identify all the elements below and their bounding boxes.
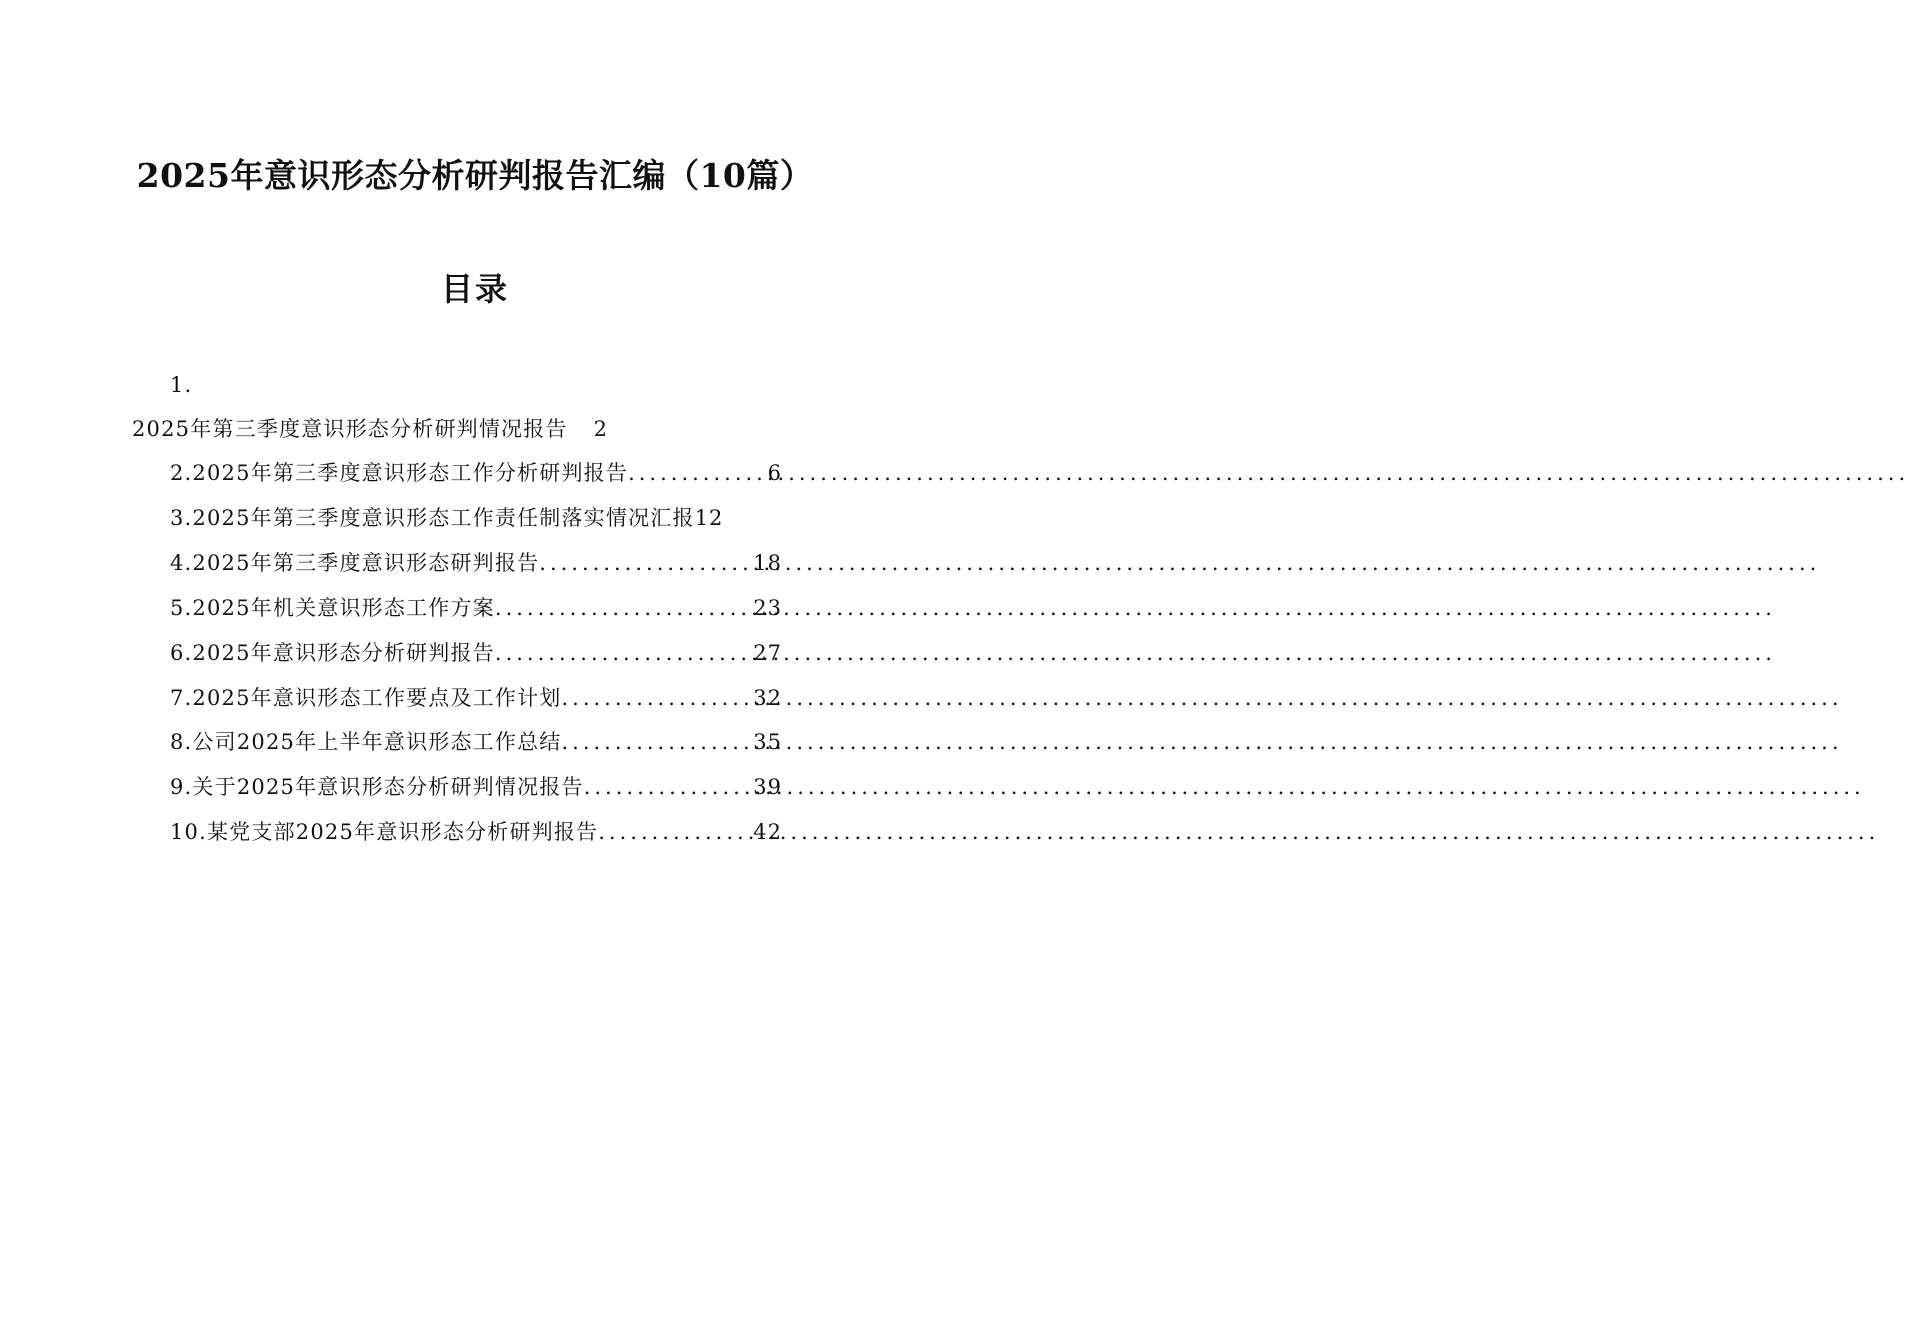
table-of-contents (0, 0, 950, 1344)
toc-entry-page: 23 (753, 596, 782, 620)
toc-entry-5[interactable] (170, 593, 782, 623)
toc-entry-1-label: 2025年第三季度意识形态分析研判情况报告 (132, 417, 568, 441)
toc-entry-1-number[interactable]: 1. (170, 373, 193, 397)
toc-leader-dots (495, 638, 753, 668)
toc-leader-dots (628, 458, 768, 488)
toc-leader-dots (584, 772, 754, 802)
toc-entry-label: 4.2025年第三季度意识形态研判报告 (170, 551, 540, 575)
toc-entry-label: 3.2025年第三季度意识形态工作责任制落实情况汇报 (170, 506, 695, 530)
toc-entry-6[interactable] (170, 638, 782, 668)
toc-entry-page: 39 (753, 775, 782, 799)
toc-entry-page: 35 (753, 730, 782, 754)
toc-entry-10[interactable] (170, 817, 782, 847)
toc-entry-label: 10.某党支部2025年意识形态分析研判报告 (170, 820, 599, 844)
toc-entry-3[interactable] (170, 503, 782, 533)
toc-entry-1[interactable] (132, 414, 608, 444)
toc-entry-page: 32 (753, 686, 782, 710)
toc-entry-8[interactable] (170, 727, 782, 757)
document-title: 2025年意识形态分析研判报告汇编（10篇） (136, 156, 814, 195)
toc-entry-label: 7.2025年意识形态工作要点及工作计划 (170, 686, 562, 710)
toc-entry-2[interactable] (170, 458, 782, 488)
toc-entry-label: 8.公司2025年上半年意识形态工作总结 (170, 730, 562, 754)
toc-leader-dots (598, 817, 753, 847)
toc-entry-7[interactable] (170, 683, 782, 713)
toc-leader-dots (561, 727, 753, 757)
toc-entry-1-page: 2 (593, 417, 609, 441)
toc-entry-page: 6 (767, 461, 782, 485)
toc-entry-page: 42 (753, 820, 782, 844)
document-page (0, 0, 950, 1344)
toc-leader-dots (495, 593, 753, 623)
toc-leader-dots (539, 548, 753, 578)
toc-entry-page: 12 (694, 506, 724, 530)
toc-heading: 目录 (440, 270, 509, 308)
toc-entry-4[interactable] (170, 548, 782, 578)
toc-entry-page: 27 (753, 641, 782, 665)
toc-entry-label: 6.2025年意识形态分析研判报告 (170, 641, 495, 665)
toc-entry-9[interactable] (170, 772, 782, 802)
toc-entry-label: 5.2025年机关意识形态工作方案 (170, 596, 495, 620)
toc-entry-label: 2.2025年第三季度意识形态工作分析研判报告 (170, 461, 629, 485)
toc-entry-label: 9.关于2025年意识形态分析研判情况报告 (170, 775, 584, 799)
toc-leader-dots (561, 683, 753, 713)
toc-entry-page: 18 (753, 551, 782, 575)
